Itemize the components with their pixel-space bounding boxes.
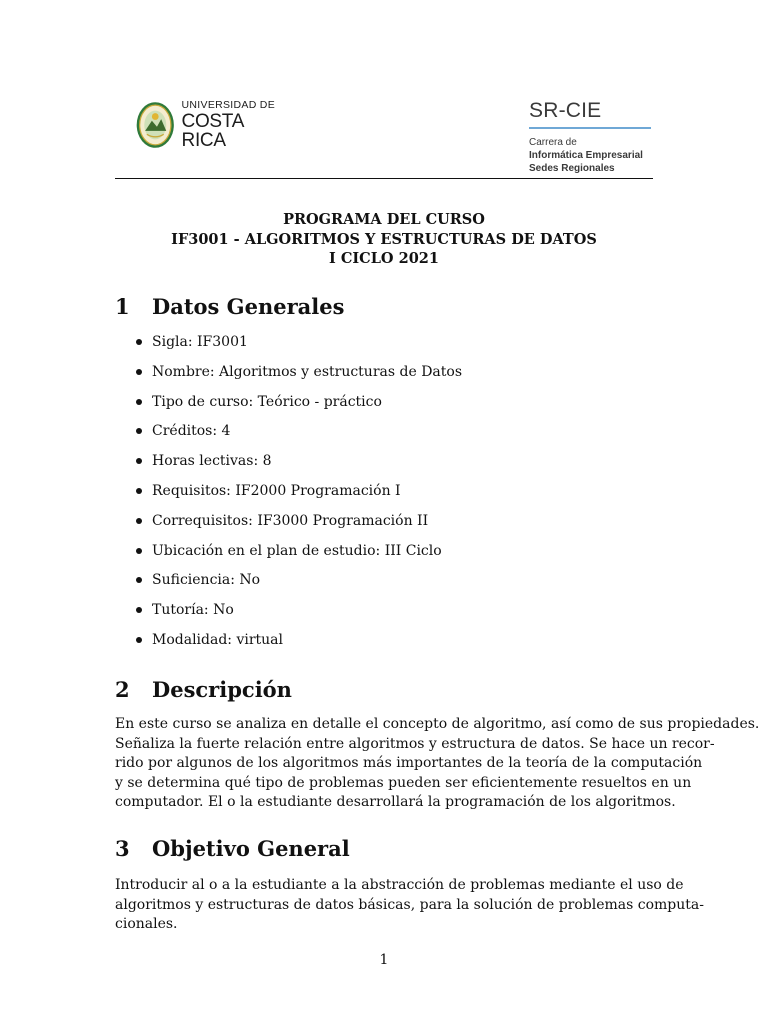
bullet-icon (136, 518, 142, 524)
paragraph-line: computador. El o la estudiante desarrollará la programación de los algoritmos. (115, 794, 676, 810)
list-item-text: Sigla: IF3001 (152, 334, 248, 350)
list-item (136, 422, 462, 452)
header-divider (115, 178, 653, 179)
paragraph-line: cionales. (115, 916, 178, 932)
section-title: Objetivo General (152, 836, 350, 861)
list-item-text: Créditos: 4 (152, 423, 231, 440)
bullet-icon (136, 428, 142, 434)
list-item (136, 512, 462, 542)
srcie-line2: Informática Empresarial (529, 150, 643, 161)
ucr-logo (135, 95, 275, 155)
paragraph-line: Introducir al o a la estudiante a la abstracción de problemas mediante el uso de (115, 877, 684, 893)
srcie-title: SR-CIE (529, 99, 602, 122)
list-item (136, 542, 462, 572)
list-item-text: Nombre: Algoritmos y estructuras de Datos (152, 363, 463, 380)
ucr-seal-icon (135, 96, 176, 154)
srcie-rule (529, 127, 651, 129)
section-number: 3 (115, 836, 130, 861)
list-item (136, 631, 462, 661)
bullet-icon (136, 339, 142, 345)
paragraph-line: rido por algunos de los algoritmos más importantes de la teoría de la computación (115, 755, 703, 771)
descripcion-paragraph (115, 715, 760, 813)
bullet-icon (136, 577, 142, 583)
title-line3: I CICLO 2021 (329, 250, 439, 267)
list-item-text: Suficiencia: No (152, 572, 261, 589)
section-heading-objetivo-general (115, 836, 350, 861)
ucr-name-line2: COSTA RICA (181, 111, 244, 152)
section-heading-datos-generales (115, 294, 344, 319)
list-item (136, 333, 462, 363)
bullet-icon (136, 548, 142, 554)
bullet-icon (136, 488, 142, 494)
bullet-icon (136, 607, 142, 613)
bullet-icon (136, 458, 142, 464)
bullet-icon (136, 369, 142, 375)
bullet-icon (136, 399, 142, 405)
paragraph-line: y se determina qué tipo de problemas pueden ser eficientemente resueltos en un (115, 774, 692, 791)
list-item-text: Correquisitos: IF3000 Programación II (152, 512, 429, 529)
list-item (136, 482, 462, 512)
datos-generales-list (136, 333, 462, 661)
paragraph-line: En este curso se analiza en detalle el concepto de algoritmo, así como de sus propiedades. (115, 716, 760, 732)
bullet-icon (136, 637, 142, 643)
srcie-line1: Carrera de (529, 137, 577, 148)
list-item-text: Tipo de curso: Teórico - práctico (152, 393, 382, 410)
list-item (136, 452, 462, 482)
list-item-text: Modalidad: virtual (152, 631, 284, 648)
course-title-block (115, 210, 653, 269)
page-number: 1 (379, 952, 389, 968)
title-line2: IF3001 - ALGORITMOS Y ESTRUCTURAS DE DATOS (171, 230, 597, 248)
objetivo-paragraph (115, 876, 704, 935)
paragraph-line: Señaliza la fuerte relación entre algoritmos y estructura de datos. Se hace un recor- (115, 735, 715, 752)
list-item-text: Horas lectivas: 8 (152, 453, 272, 470)
list-item-text: Tutoría: No (152, 602, 234, 619)
srcie-line3: Sedes Regionales (529, 163, 615, 174)
list-item (136, 363, 462, 393)
title-line1: PROGRAMA DEL CURSO (283, 211, 485, 228)
section-title: Descripción (152, 677, 292, 702)
ucr-name-line1: UNIVERSIDAD DE (181, 98, 275, 111)
paragraph-line: algoritmos y estructuras de datos básicas, para la solución de problemas computa- (115, 896, 704, 913)
list-item (136, 601, 462, 631)
list-item (136, 571, 462, 601)
srcie-logo (529, 100, 654, 175)
section-number: 2 (115, 677, 130, 702)
list-item (136, 393, 462, 423)
section-number: 1 (115, 294, 130, 319)
section-heading-descripcion (115, 677, 292, 702)
section-title: Datos Generales (152, 294, 345, 319)
list-item-text: Requisitos: IF2000 Programación I (152, 482, 401, 499)
list-item-text: Ubicación en el plan de estudio: III Ciclo (152, 542, 442, 559)
